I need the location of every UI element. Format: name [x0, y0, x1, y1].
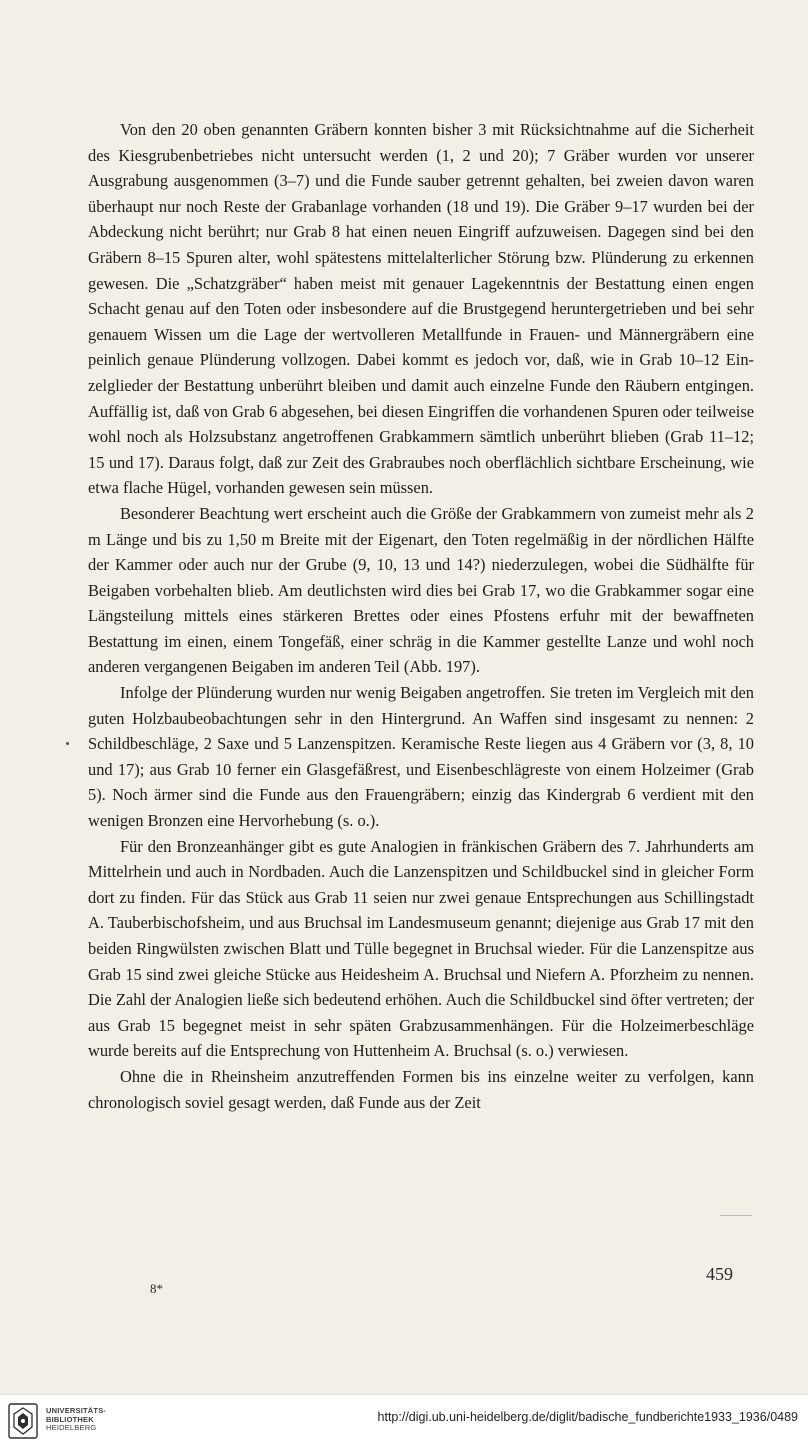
pencil-mark: [720, 1215, 752, 1216]
body-text: [88, 117, 754, 1115]
university-seal-icon: [8, 1403, 38, 1439]
paragraph-3: Infolge der Plünderung wurden nur wenig Beigaben angetroffen. Sie treten im Vergleich mit den guten Holzbaubeobachtungen sehr in den Hintergrund. An Waffen sind insgesamt zu nennen: 2 Schildbeschläge, 2 Saxe und 5 Lanzenspitzen. Keramische Reste liegen aus 4 Gräbern vor (3, 8, 10 und 17); aus Grab 10 ferner ein Glasgefäßrest, und Eisenbeschlägreste von einem Holzeimer (Grab 5). Noch ärmer sind die Funde aus den Frauengräbern; einzig das Kindergrab 6 verdient mit den wenigen Bronzen eine Hervorhebung (s. o.).: [88, 683, 754, 831]
library-name: [46, 1407, 106, 1433]
paragraph-5: Ohne die in Rheinsheim anzutreffenden Formen bis ins einzelne weiter zu verfolgen, kann chronologisch soviel gesagt werden, daß Funde aus der Zeit: [88, 1066, 754, 1112]
permalink-url[interactable]: http://digi.ub.uni-heidelberg.de/diglit/badische_fundberichte1933_1936/0489: [377, 1410, 798, 1424]
paragraph-4: Für den Bronzeanhänger gibt es gute Analogien in fränkischen Gräbern des 7. Jahrhunderts am Mittelrhein und auch in Nordbaden. Auch die Lanzenspitzen und Schildbuckel sind in gleicher Form dort zu finden. Für das Stück aus Grab 11 seien nur zwei genaue Entsprechungen aus Schillingstadt A. Tauberbischofsheim, und aus Bruchsal im Landesmuseum genannt; diejenige aus Grab 17 mit den beiden Ringwülsten zwischen Blatt und Tülle begegnet in Bruchsal wieder. Für die Lanzenspitze aus Grab 15 sind zwei gleiche Stücke aus Heidesheim A. Bruchsal und Niefern A. Pforzheim zu nennen. Die Zahl der Analogien ließe sich bedeutend erhöhen. Auch die Schildbuckel sind öfter vertreten; der aus Grab 15 begegnet meist in sehr späten Grabzusammenhängen. Für die Holzeimerbeschläge wurde bereits auf die Entsprechung von Huttenheim A. Bruchsal (s. o.) verwiesen.: [88, 836, 754, 1061]
footer-bar: [0, 1394, 808, 1448]
page-number: 459: [706, 1264, 733, 1284]
printer-signature: 8*: [150, 1281, 163, 1296]
library-line-3: HEIDELBERG: [46, 1423, 97, 1433]
paragraph-2: Besonderer Beachtung wert erscheint auch die Größe der Grabkammern von zumeist mehr als 2 m Länge und bis zu 1,50 m Breite mit der Eigenart, den Toten regelmäßig in der nördlichen Hälfte der Kammer oder auch nur der Grube (9, 10, 13 und 14?) niederzulegen, wobei die Südhälfte für Beigaben vorbehalten blieb. Am deutlichsten wird dies bei Grab 17, wo die Grabkammer sogar eine Längsteilung mittels eines stärkeren Brettes oder eines Pfostens erfuhr mit der bewaffneten Bestattung im einen, einem Tongefäß, einer schräg in die Kammer gestellte Lanze und wohl noch anderen vergangenen Beigaben im anderen Teil (Abb. 197).: [88, 503, 754, 677]
margin-dot: [66, 742, 69, 745]
paragraph-1: Von den 20 oben genannten Gräbern konnten bisher 3 mit Rücksichtnahme auf die Sicherheit des Kiesgrubenbetriebes nicht untersucht werden (1, 2 und 20); 7 Gräber wurden vor unserer Ausgrabung ausgenommen (3–7) und die Funde sauber getrennt gehalten, bei zweien davon waren überhaupt nur noch Reste der Grabanlage vorhanden (18 und 19). Die Gräber 9–17 wurden bei der Abdeckung nicht berührt; nur Grab 8 hat einen neuen Eingriff aufzuweisen. Dagegen sind bei den Gräbern 8–15 Spuren alter, wohl spätestens mittelalterlicher Störung bzw. Plünderung zu erkennen gewesen. Die „Schatzgräber“ haben meist mit genauer Lagekenntnis der Bestattung einen engen Schacht genau auf den Toten oder insbesondere auf die Brustgegend heruntergetrieben und bei sehr genauem Wissen um die Lage der wertvolleren Metallfunde in Frauen- und Männergräbern eine peinlich genaue Plünderung vollzogen. Dabei kommt es jedoch vor, daß, wie in Grab 10–12 Einzelglieder der Bestattung unberührt bleiben und damit auch einzelne Funde den Räubern entgingen. Auffällig ist, daß von Grab 6 abgesehen, bei diesen Eingriffen die vorhandenen Spuren oder teilweise wohl noch als Holzsubstanz angetroffenen Grabkammern sämtlich unberührt blieben (Grab 11–12; 15 und 17). Daraus folgt, daß zur Zeit des Grabraubes noch oberflächlich sichtbare Erscheinung, wie etwa flache Hügel, vorhanden gewesen sein müssen.: [88, 120, 754, 498]
library-line-2: BIBLIOTHEK: [46, 1414, 94, 1424]
library-line-1: UNIVERSITÄTS-: [46, 1406, 107, 1415]
